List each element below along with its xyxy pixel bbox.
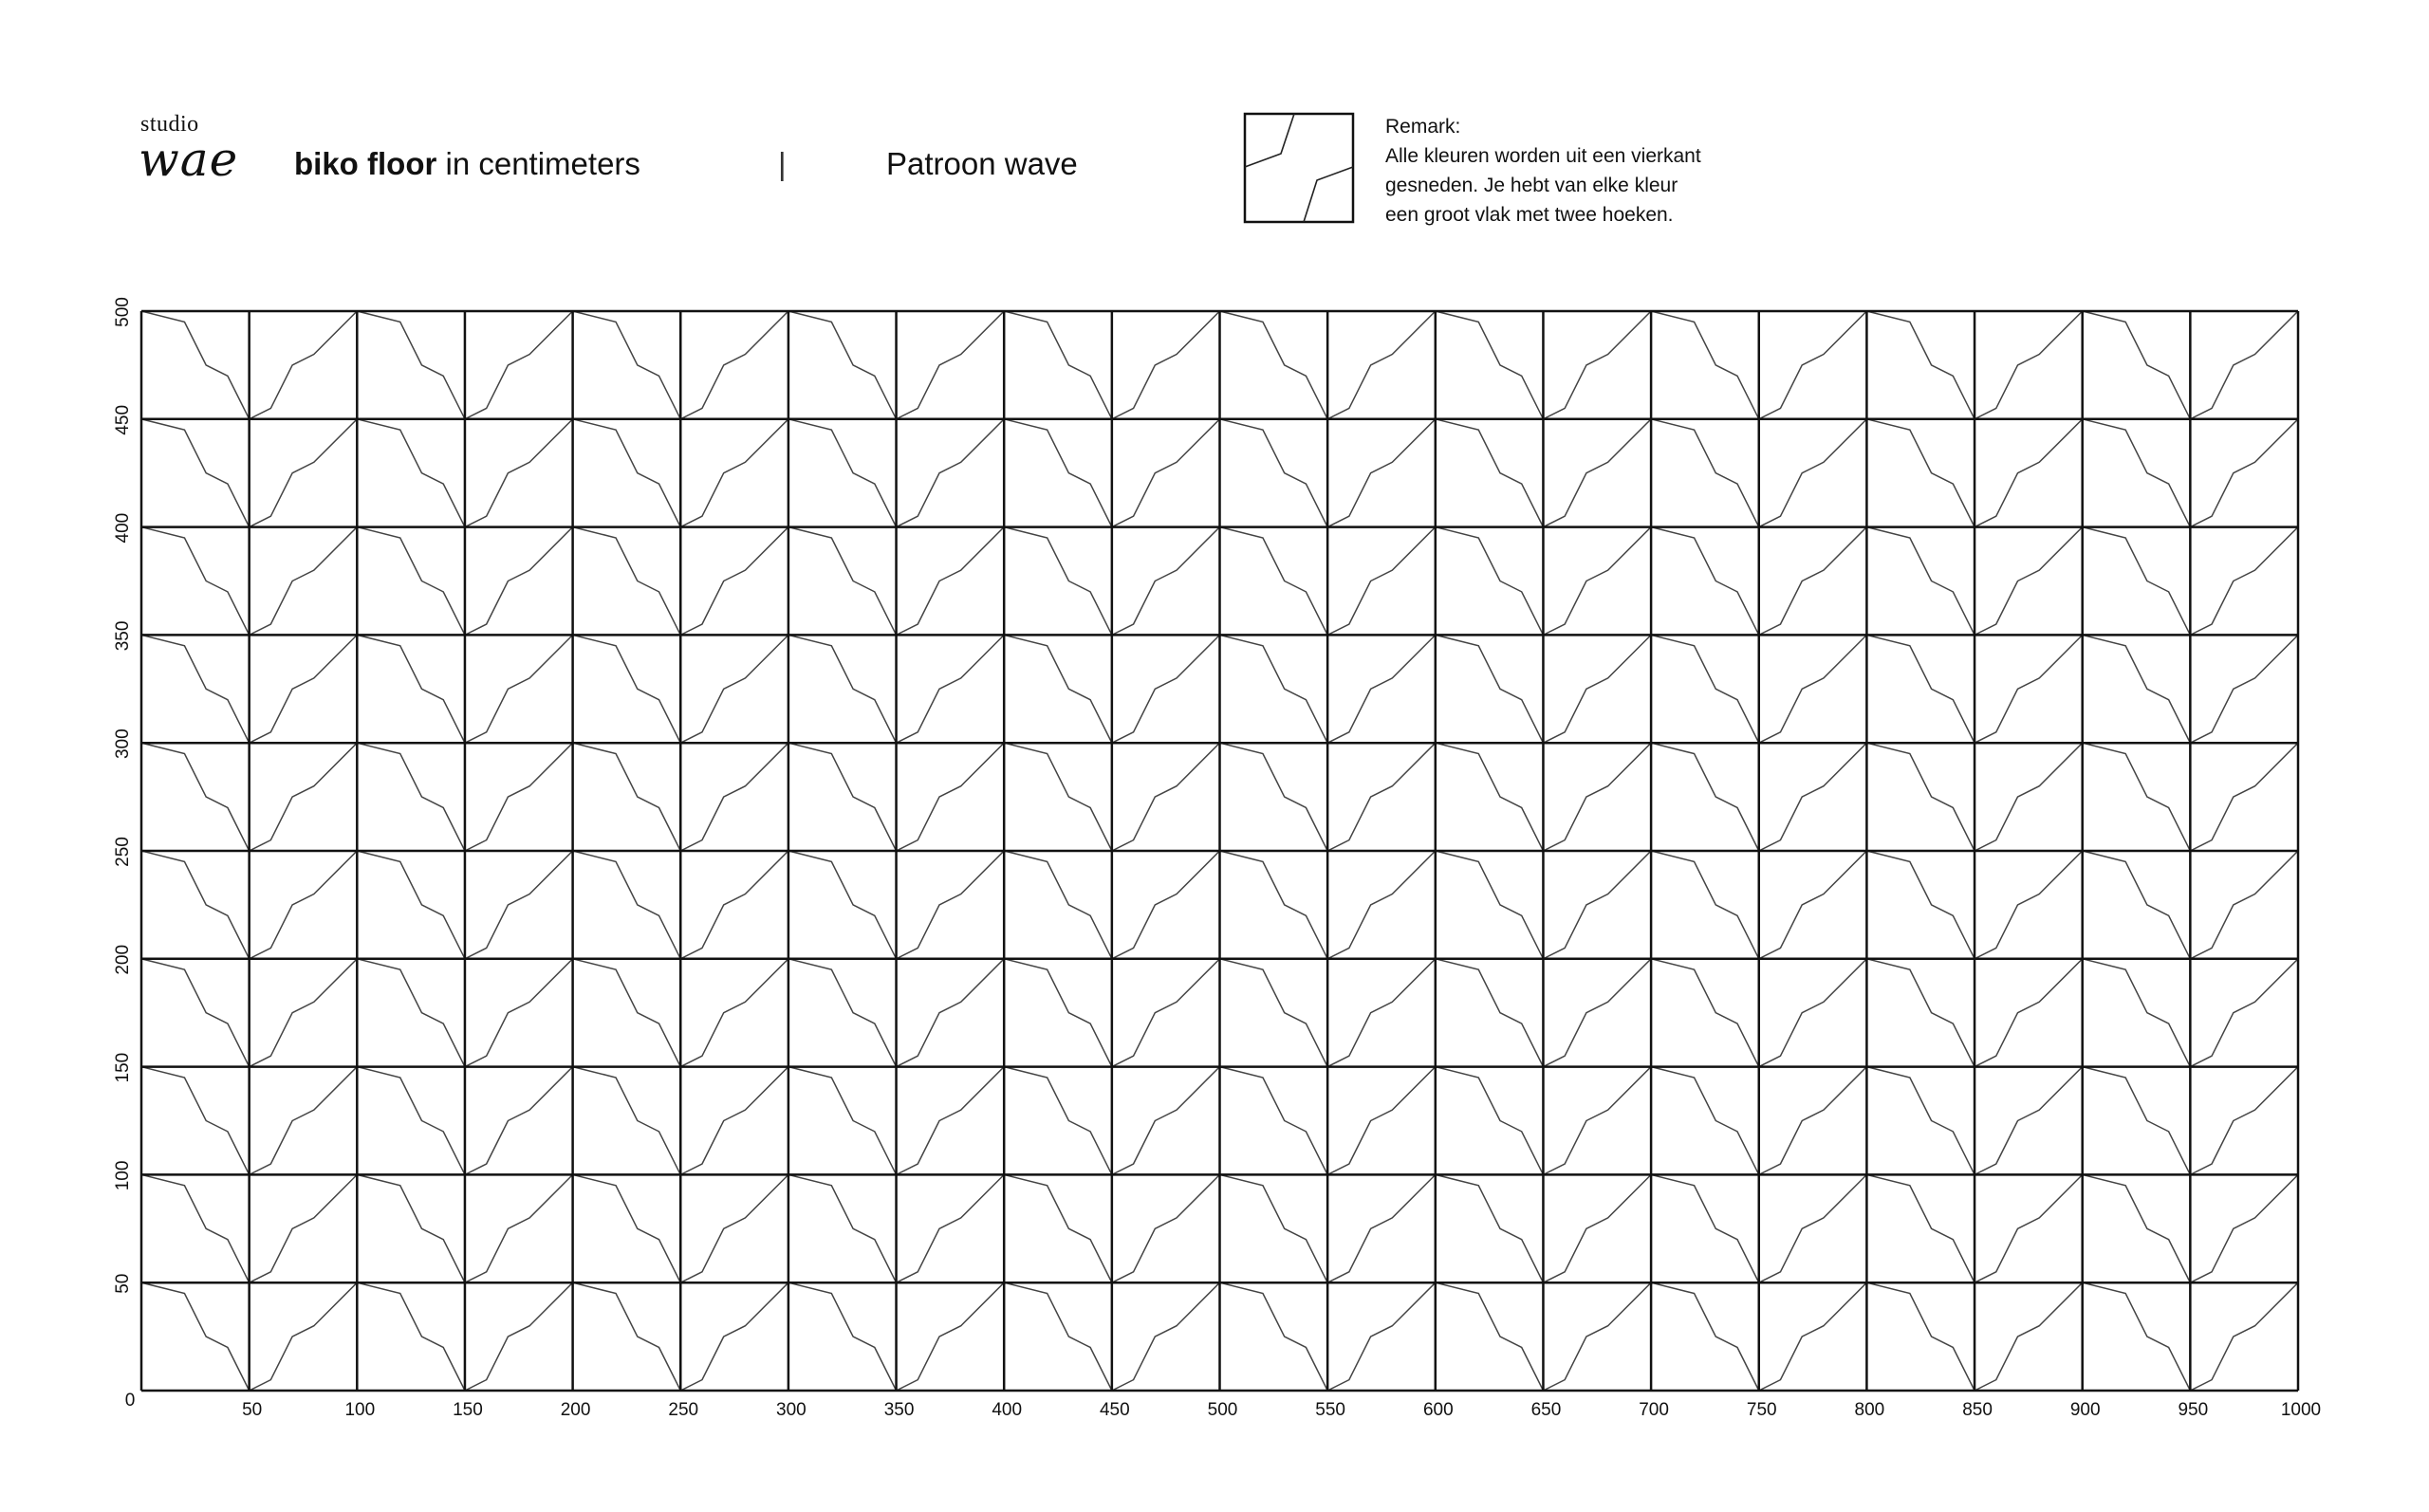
wave-line <box>0 203 2429 311</box>
y-axis <box>113 297 133 1294</box>
x-tick-label: 200 <box>560 1400 591 1420</box>
wave-line <box>0 527 2429 636</box>
y-tick-label: 250 <box>113 837 133 867</box>
remark-line: een groot vlak met twee hoeken. <box>1385 204 1674 226</box>
logo-studio-text: studio <box>140 112 199 137</box>
x-tick-label: 550 <box>1315 1400 1346 1420</box>
x-tick-label: 400 <box>992 1400 1023 1420</box>
remark-line: gesneden. Je hebt van elke kleur <box>1385 175 1678 196</box>
y-tick-label: 100 <box>113 1160 133 1191</box>
x-tick-label: 350 <box>883 1400 915 1420</box>
x-tick-label: 300 <box>776 1400 807 1420</box>
x-tick-label: 450 <box>1099 1400 1130 1420</box>
x-tick-label: 650 <box>1530 1400 1562 1420</box>
x-tick-label: 150 <box>453 1400 483 1420</box>
wave-line <box>0 959 2429 1067</box>
y-tick-label: 50 <box>113 1273 133 1294</box>
x-tick-label: 600 <box>1422 1400 1454 1420</box>
y-tick-label: 300 <box>113 728 133 760</box>
tile-grid-layer <box>141 311 2298 1391</box>
wave-line <box>0 743 2429 851</box>
pattern-name: Patroon wave <box>886 146 1078 181</box>
x-tick-label: 500 <box>1207 1400 1238 1420</box>
title-product: biko floor <box>294 146 437 181</box>
wave-line <box>0 851 2429 959</box>
x-tick-label: 250 <box>668 1400 699 1420</box>
x-tick-label: 1000 <box>2280 1400 2322 1420</box>
x-tick-label: 750 <box>1746 1400 1777 1420</box>
title-units: in centimeters <box>436 146 640 181</box>
y-tick-label: 500 <box>113 297 133 327</box>
x-tick-label: 700 <box>1639 1400 1669 1420</box>
wave-line <box>0 1067 2429 1175</box>
remark-line: Alle kleuren worden uit een vierkant <box>1385 145 1701 167</box>
x-axis <box>125 1391 2321 1420</box>
y-tick-label: 350 <box>113 620 133 652</box>
x-tick-label: 950 <box>2178 1400 2209 1420</box>
y-tick-label: 400 <box>113 512 133 544</box>
y-tick-label: 200 <box>113 944 133 975</box>
x-tick-label: 50 <box>242 1400 263 1420</box>
x-tick-label: 850 <box>1962 1400 1993 1420</box>
title-separator: | <box>778 146 787 181</box>
wave-line <box>0 419 2429 527</box>
wave-line <box>0 311 2429 419</box>
logo-wae-text: wae <box>139 132 239 187</box>
wave-line <box>0 1174 2429 1282</box>
origin-tick-label: 0 <box>124 1391 136 1411</box>
x-tick-label: 100 <box>344 1400 376 1420</box>
y-tick-label: 450 <box>113 404 133 435</box>
x-tick-label: 900 <box>2069 1400 2101 1420</box>
wave-line <box>0 1282 2429 1391</box>
y-tick-label: 150 <box>113 1052 133 1083</box>
x-tick-label: 800 <box>1854 1400 1885 1420</box>
remark-heading: Remark: <box>1385 116 1461 138</box>
wave-line <box>0 635 2429 743</box>
